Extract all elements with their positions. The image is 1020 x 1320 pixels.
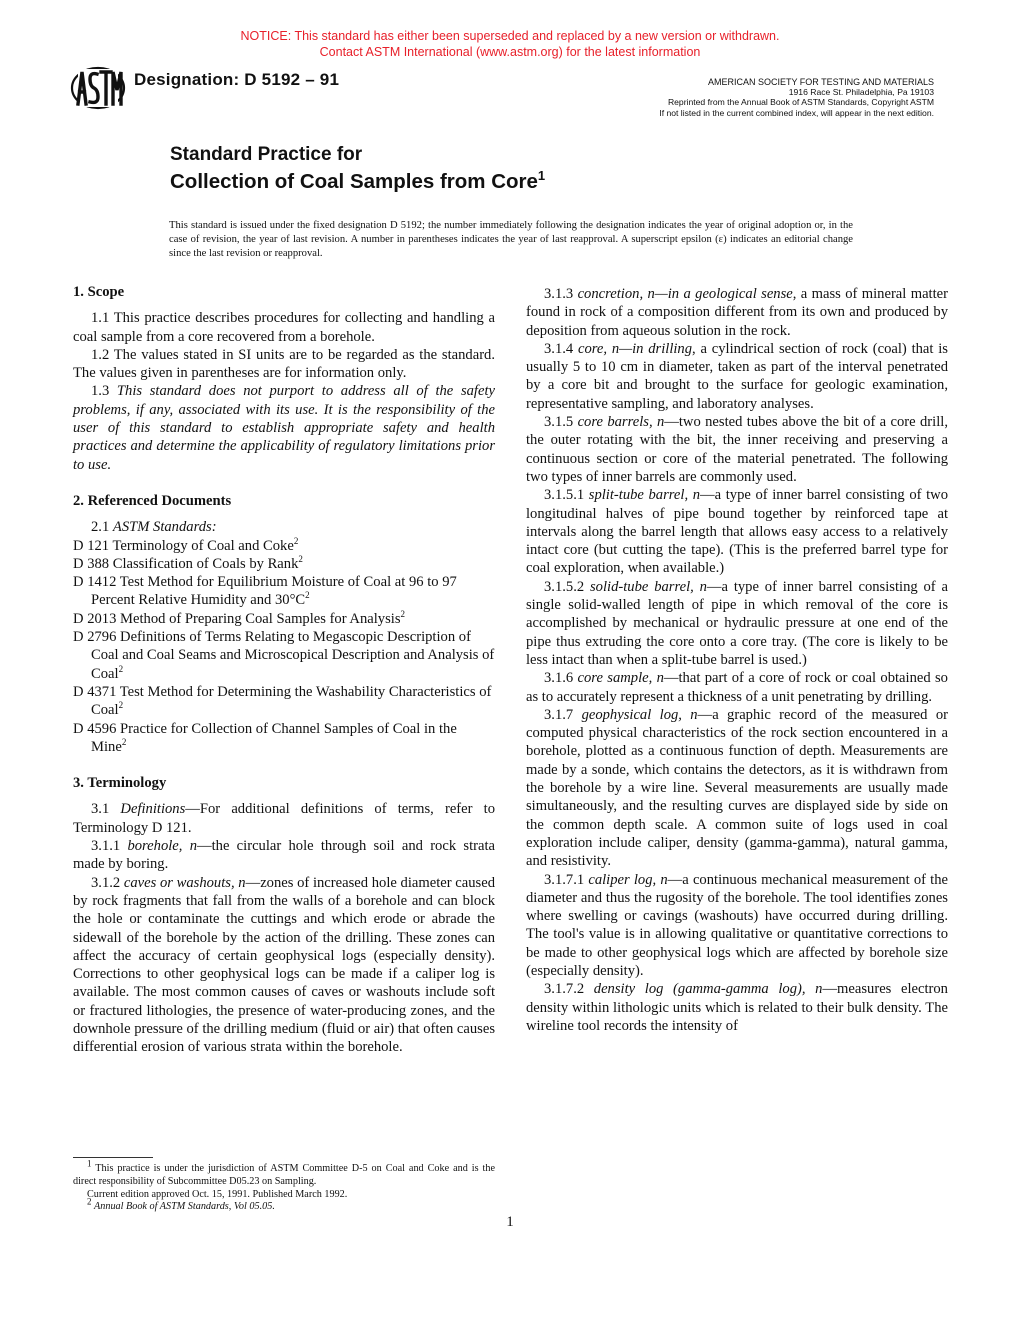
ref-text: D 4371 Test Method for Determining the Washability Characteristics of Coal (73, 683, 492, 719)
footnote-text: This practice is under the jurisdiction of ASTM Committee D-5 on Coal and Coke and is the direct responsibility of Subcommittee D05.23 on Sampling. (73, 1163, 495, 1187)
term-label: caliper log, n (588, 871, 668, 888)
astm-logo-icon (70, 66, 126, 110)
scope-1-3 (73, 382, 495, 473)
reprint-note: Reprinted from the Annual Book of ASTM Standards, Copyright ASTM (667, 97, 934, 108)
term-text: —measures electron density within lithologic units which is related to their bulk density. The wireline tool records the intensity of (526, 981, 948, 1034)
ref-text: D 4596 Practice for Collection of Channel Samples of Coal in the Mine (73, 720, 457, 755)
scope-1-3-text: This standard does not purport to address all of the safety problems, if any, associated with its use. It is the responsibility of the user of this standard to establish appropriate safety and health practices and determine the applicability of regulatory limitations prior to use. (73, 383, 495, 473)
term-num: 3.1.7.2 (544, 981, 585, 998)
term-text: —two nested tubes above the bit of a core drill, the outer rotating with the bit, the inner receiving and preserving a continuous section or core of the material penetrated. The following two types of inner barrels are commonly used. (526, 414, 948, 485)
designation: Designation: D 5192 – 91 (134, 70, 340, 89)
term-label: core sample, n (577, 670, 664, 687)
term-text: —the circular hole through soil and rock strata made by boring. (73, 838, 495, 873)
left-column (73, 283, 495, 1057)
footnote-2 (73, 1197, 495, 1214)
term-3-1-3 (526, 285, 948, 340)
ref-item (73, 610, 495, 628)
ref-text: D 1412 Test Method for Equilibrium Moisture of Coal at 96 to 97 Percent Relative Humidity and 30°C (73, 574, 457, 609)
ref-text: D 2796 Definitions of Terms Relating to Megascopic Description of Coal and Coal Seams and Microscopical Description and Analysis of Coal (73, 629, 495, 682)
page-number: 1 (506, 1214, 514, 1230)
ref-item (73, 628, 495, 683)
footnote-mark: 2 (87, 1197, 92, 1207)
term-label: solid-tube barrel, n (589, 578, 707, 595)
ref-text: D 388 Classification of Coals by Rank (73, 555, 299, 572)
index-note: If not listed in the current combined index, will appear in the next edition. (659, 107, 934, 118)
term-num: 3.1.1 (91, 838, 121, 855)
term-num: 3.1 (91, 801, 110, 818)
footnotes (73, 1158, 495, 1214)
ref-item (73, 720, 495, 757)
term-num: 3.1.2 (91, 874, 121, 891)
term-text: —For additional definitions of terms, refer to Terminology D 121. (73, 801, 496, 836)
society-block (659, 77, 934, 118)
term-label: core barrels, n (577, 414, 665, 431)
referenced-sub-label: ASTM Standards: (112, 519, 217, 536)
term-3-1-4 (526, 340, 948, 413)
term-text: —a graphic record of the measured or computed physical characteristics of the rock section encountered in a borehole, plotted as a continuous function of depth. Measurements are made by a sonde, which contains the detectors, as it is withdrawn from the borehole by a wire line. Several measurements are usually made simultaneously, and the resulting curves are displayed side by side on the common depth scale. A common suite of logs used in coal exploration include caliper, density (gamma-gamma), natural gamma, and resistivity. (526, 706, 948, 870)
ref-fn: 2 (118, 700, 124, 711)
term-label: density log (gamma-gamma log), n (593, 981, 823, 998)
term-text: —that part of a core of rock or coal obtained so as to accurately represent a thickness of a unit penetrating by drilling. (526, 670, 948, 705)
notice-line-1: NOTICE: This standard has either been superseded and replaced by a new version or withdrawn. (240, 29, 780, 43)
footnote-1b: Current edition approved Oct. 15, 1991. Published March 1992. (87, 1188, 348, 1200)
term-num: 3.1.7 (544, 706, 574, 723)
term-3-1-5-2 (526, 578, 948, 669)
term-text: —zones of increased hole diameter caused by rock fragments that fall from the walls of a borehole and can block the hole or contaminate the cuttings and which erode or abrade the sidewall of the borehole by the action of the drilling. These zones can affect the accuracy of certain geophysical logs (especially density). Corrections to other geophysical logs can be made if a caliper log is available. The most common causes of caves or washouts include soft or fractured lithologies, the presence of water-producing zones, and the downhole pressure of the drilling medium (fluid or air) that often causes differential erosion of various strata within the borehole. (73, 874, 495, 1056)
term-num: 3.1.6 (544, 670, 574, 687)
term-num: 3.1.3 (544, 286, 574, 302)
ref-fn: 2 (400, 608, 406, 619)
title-footnote-mark: 1 (537, 168, 546, 184)
term-num: 3.1.5.1 (544, 487, 585, 504)
term-text: —a continuous mechanical measurement of the diameter and thus the rugosity of the borehole. The tool identifies zones where swelling or cavings (washouts) have occurred during drilling. The tool's value is in allowing qualitative or quantitative corrections to be made to other geophysical logs which are affected by borehole size (especially density). (526, 871, 948, 979)
term-label: caves or washouts, n (123, 874, 246, 891)
term-num: 3.1.5 (544, 414, 574, 431)
term-text: —a type of inner barrel consisting of a single solid-walled length of pipe in which removal of the core is accomplished by mechanical or hydraulic pressure at one end of the pipe thus extruding the core onto a core tray. (The core is likely to be less intact than when a split-tube barrel is used.) (526, 578, 948, 668)
ref-fn: 2 (298, 554, 303, 564)
page-title (170, 142, 545, 196)
term-label: concretion, n—in a geological sense (577, 286, 793, 302)
term-label: borehole, n (127, 838, 197, 855)
title-main: Collection of Coal Samples from Core (170, 170, 538, 193)
scope-1-3-num: 1.3 (91, 383, 110, 400)
right-column (526, 285, 948, 1035)
scope-1-1: 1.1 This practice describes procedures for collecting and handling a coal sample from a core recovered from a borehole. (73, 310, 495, 345)
ref-item (73, 537, 495, 555)
term-num: 3.1.4 (544, 340, 574, 357)
ref-fn: 2 (121, 736, 127, 747)
term-label: Definitions (120, 801, 186, 818)
ref-text: D 121 Terminology of Coal and Coke (73, 537, 294, 554)
term-3-1-7-2 (526, 980, 948, 1035)
scope-heading: 1. Scope (73, 284, 125, 300)
issued-note: This standard is issued under the fixed designation D 5192; the number immediately following the designation indicates the year of original adoption or, in the case of revision, the year of last revision. A number in parentheses indicates the year of last reapproval. A superscript epsilon (ε) indicates an editorial change since the last revision or reapproval. (169, 220, 853, 259)
ref-fn: 2 (293, 535, 299, 546)
term-3-1-7 (526, 706, 948, 871)
term-label: geophysical log, n (581, 706, 698, 723)
footnote-text: Annual Book of ASTM Standards, Vol 05.05. (94, 1201, 275, 1213)
referenced-heading: 2. Referenced Documents (73, 492, 232, 509)
society-address: 1916 Race St. Philadelphia, Pa 19103 (788, 87, 934, 98)
term-3-1-6 (526, 669, 948, 706)
term-3-1-7-1 (526, 871, 948, 981)
terminology-heading: 3. Terminology (73, 775, 167, 792)
term-text: , a cylindrical section of rock (coal) that is usually 5 to 10 cm in diameter, taken as part of the interval penetrated by a core bit and brought to the surface for geologic examination, representative sampling, and laboratory analyses. (526, 340, 948, 412)
term-num: 3.1.7.1 (544, 871, 585, 888)
term-3-1 (73, 800, 495, 837)
footnote-rule (73, 1157, 153, 1158)
referenced-sub (73, 518, 495, 536)
referenced-sub-num: 2.1 (91, 519, 110, 536)
term-num: 3.1.5.2 (544, 578, 585, 595)
scope-1-2: 1.2 The values stated in SI units are to be regarded as the standard. The values given in parentheses are for information only. (73, 346, 495, 382)
title-line-1: Standard Practice for (170, 144, 363, 165)
title-line-2 (170, 168, 545, 196)
ref-item (73, 555, 495, 573)
notice-banner (0, 28, 1020, 60)
ref-item (73, 683, 495, 720)
society-name: AMERICAN SOCIETY FOR TESTING AND MATERIALS (707, 77, 934, 87)
ref-fn: 2 (118, 663, 124, 674)
term-text: —a type of inner barrel consisting of two longitudinal halves of pipe bound together by reinforced tape at intervals along the barrel length that allows easy access to a relatively intact core (but cutting the tape). (This is the preferred barrel type for coal exploration, when available.) (526, 487, 948, 577)
ref-text: D 2013 Method of Preparing Coal Samples for Analysis (73, 610, 401, 627)
ref-item (73, 573, 495, 610)
ref-fn: 2 (305, 590, 310, 601)
term-label: split-tube barrel, n (588, 487, 701, 504)
term-3-1-2 (73, 874, 495, 1057)
term-3-1-5-1 (526, 486, 948, 577)
footnote-1 (73, 1158, 495, 1189)
term-text: , a mass of mineral matter found in rock of a composition different from its own and produced by deposition from aqueous solution in the rock. (526, 286, 948, 339)
footnote-mark: 1 (87, 1158, 92, 1169)
notice-line-2: Contact ASTM International (www.astm.org) for the latest information (319, 45, 701, 59)
term-label: core, n—in drilling (577, 340, 693, 357)
term-3-1-1 (73, 837, 495, 874)
term-3-1-5 (526, 413, 948, 486)
